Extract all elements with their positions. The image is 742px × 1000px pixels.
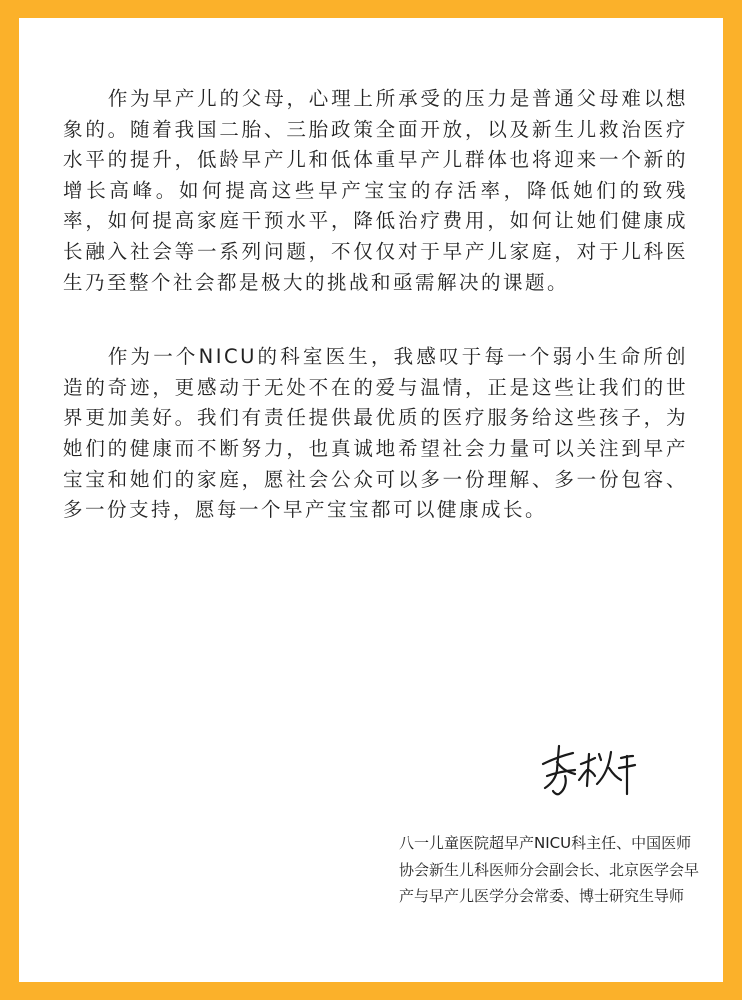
paragraph-1: 作为早产儿的父母，心理上所承受的压力是普通父母难以想象的。随着我国二胎、三胎政策全面开放，以及新生儿救治医疗水平的提升，低龄早产儿和低体重早产儿群体也将迎来一个新的增长高峰。如何提高这些早产宝宝的存活率，降低她们的致残率，如何提高家庭干预水平，降低治疗费用，如何让她们健康成长融入社会等一系列问题，不仅仅对于早产儿家庭，对于儿科医生乃至整个社会都是极大的挑战和亟需解决的课题。 bbox=[63, 87, 688, 294]
letter-page bbox=[19, 18, 723, 982]
paragraph-2: 作为一个NICU的科室医生，我感叹于每一个弱小生命所创造的奇迹，更感动于无处不在的爱与温情，正是这些让我们的世界更加美好。我们有责任提供最优质的医疗服务给这些孩子，为她们的健康而不断努力，也真诚地希望社会力量可以关注到早产宝宝和她们的家庭，愿社会公众可以多一份理解、多一份包容、多一份支持，愿每一个早产宝宝都可以健康成长。 bbox=[63, 345, 688, 522]
letter-body bbox=[63, 84, 688, 526]
handwritten-signature bbox=[537, 740, 637, 796]
author-credit: 八一儿童医院超早产NICU科主任、中国医师协会新生儿科医师分会副会长、北京医学会早产与早产儿医学分会常委、博士研究生导师 bbox=[399, 834, 700, 905]
